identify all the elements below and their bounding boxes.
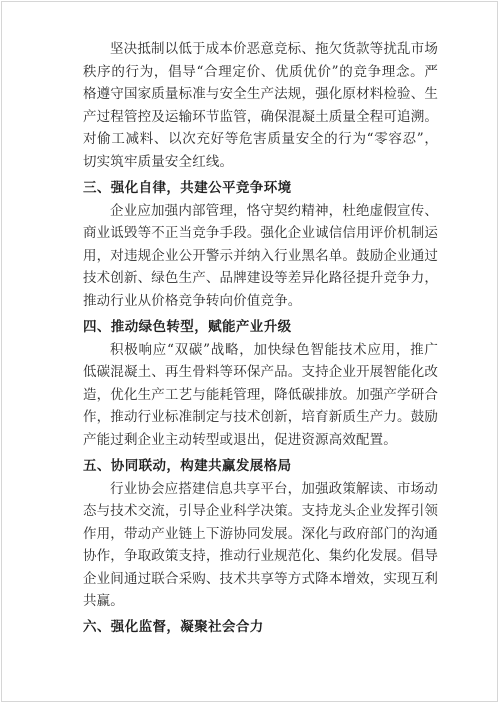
paragraph-collaboration: 行业协会应搭建信息共享平台，加强政策解读、市场动态与技术交流，引导企业科学决策。支持龙头企业发挥引领作用，带动产业链上下游协同发展。深化与政府部门的沟通协作，争取政策支持，推动行业规范化、集约化发展。倡导企业间通过联合采购、技术共享等方式降本增效，实现互利共赢。: [83, 480, 438, 610]
document-body: [83, 38, 438, 639]
section-heading-3: 三、强化自律，共建公平竞争环境: [83, 179, 292, 196]
paragraph-self-discipline: 企业应加强内部管理，恪守契约精神，杜绝虚假宣传、商业诋毁等不正当竞争手段。强化企业诚信信用评价机制运用，对违规企业公开警示并纳入行业黑名单。鼓励企业通过技术创新、绿色生产、品牌建设等差异化路径提升竞争力，推动行业从价格竞争转向价值竞争。: [83, 202, 438, 309]
document-page: [1, 1, 498, 702]
section-heading-6: 六、强化监督，凝聚社会合力: [83, 619, 264, 636]
paragraph-market-order: 坚决抵制以低于成本价恶意竞标、拖欠货款等扰乱市场秩序的行为，倡导“合理定价、优质优价”的竞争理念。严格遵守国家质量标准与安全生产法规，强化原材料检验、生产过程管控及运输环节监管，确保混凝土质量全程可追溯。对偷工减料、以次充好等危害质量安全的行为“零容忍”，切实筑牢质量安全红线。: [83, 41, 438, 170]
section-heading-4: 四、推动绿色转型，赋能产业升级: [83, 318, 292, 335]
paragraph-green-transition: 积极响应“双碳”战略，加快绿色智能技术应用，推广低碳混凝土、再生骨料等环保产品。支持企业开展智能化改造，优化生产工艺与能耗管理，降低碳排放。加强产学研合作，推动行业标准制定与技术创新，培育新质生产力。鼓励产能过剩企业主动转型或退出，促进资源高效配置。: [83, 341, 438, 448]
section-heading-5: 五、协同联动，构建共赢发展格局: [83, 457, 292, 474]
